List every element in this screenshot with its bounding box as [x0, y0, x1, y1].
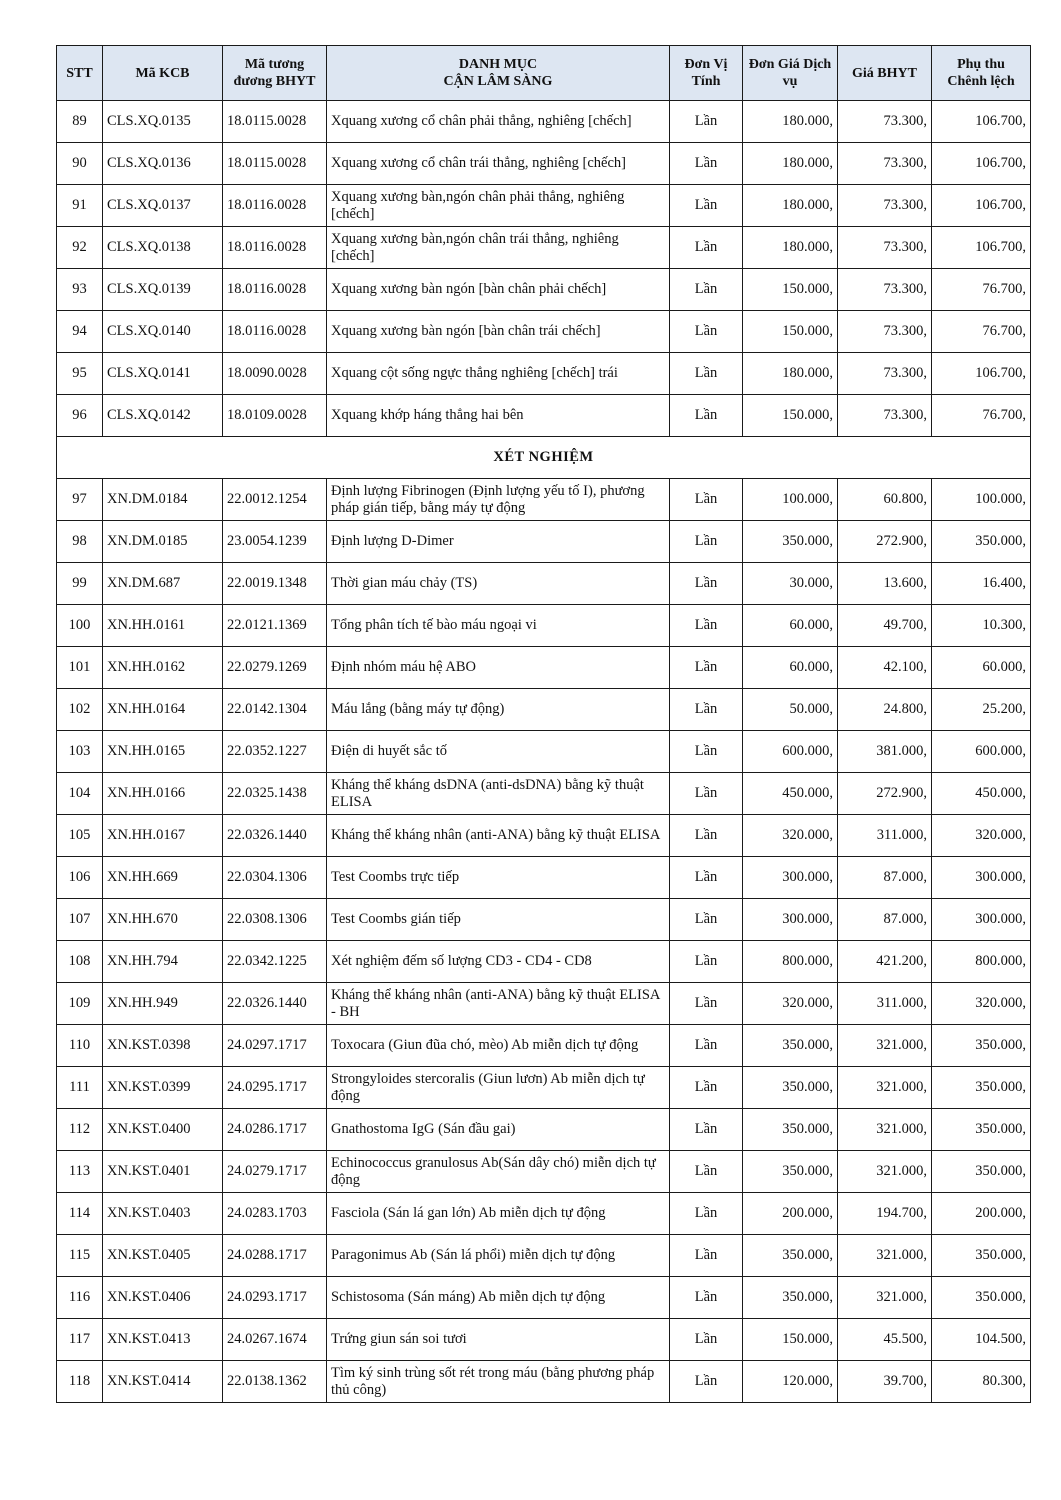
cell-don-vi: Lần: [670, 1235, 743, 1277]
header-danh-muc-line2: CẬN LÂM SÀNG: [443, 74, 553, 89]
table-row: [57, 1235, 1031, 1277]
cell-danh-muc: Xquang xương cổ chân trái thẳng, nghiêng [chếch]: [327, 143, 670, 185]
cell-phu-thu: 350.000,: [932, 1025, 1031, 1067]
cell-don-gia: 350.000,: [743, 1235, 838, 1277]
cell-gia-bhyt: 73.300,: [838, 227, 932, 269]
cell-danh-muc: Kháng thể kháng dsDNA (anti-dsDNA) bằng kỹ thuật ELISA: [327, 773, 670, 815]
cell-ma-kcb: XN.KST.0403: [103, 1193, 223, 1235]
cell-phu-thu: 106.700,: [932, 185, 1031, 227]
cell-ma-tuong-duong: 22.0138.1362: [223, 1361, 327, 1403]
table-row: [57, 1109, 1031, 1151]
cell-ma-tuong-duong: 18.0116.0028: [223, 185, 327, 227]
cell-don-gia: 320.000,: [743, 983, 838, 1025]
cell-stt: 105: [57, 815, 103, 857]
cell-ma-tuong-duong: 22.0326.1440: [223, 983, 327, 1025]
cell-don-gia: 60.000,: [743, 647, 838, 689]
cell-don-vi: Lần: [670, 311, 743, 353]
table-row: [57, 479, 1031, 521]
cell-gia-bhyt: 321.000,: [838, 1235, 932, 1277]
cell-gia-bhyt: 49.700,: [838, 605, 932, 647]
cell-gia-bhyt: 321.000,: [838, 1109, 932, 1151]
cell-don-gia: 150.000,: [743, 311, 838, 353]
cell-ma-tuong-duong: 24.0279.1717: [223, 1151, 327, 1193]
cell-stt: 106: [57, 857, 103, 899]
cell-phu-thu: 300.000,: [932, 857, 1031, 899]
cell-phu-thu: 60.000,: [932, 647, 1031, 689]
cell-don-vi: Lần: [670, 1067, 743, 1109]
cell-ma-tuong-duong: 22.0308.1306: [223, 899, 327, 941]
cell-danh-muc: Gnathostoma IgG (Sán đầu gai): [327, 1109, 670, 1151]
cell-gia-bhyt: 194.700,: [838, 1193, 932, 1235]
cell-danh-muc: Kháng thể kháng nhân (anti-ANA) bằng kỹ thuật ELISA - BH: [327, 983, 670, 1025]
cell-gia-bhyt: 87.000,: [838, 899, 932, 941]
cell-danh-muc: Xquang xương cổ chân phải thẳng, nghiêng [chếch]: [327, 101, 670, 143]
cell-ma-kcb: CLS.XQ.0136: [103, 143, 223, 185]
cell-stt: 94: [57, 311, 103, 353]
header-ma-tuong-duong: Mã tương đương BHYT: [223, 46, 327, 101]
cell-danh-muc: Tìm ký sinh trùng sốt rét trong máu (bằng phương pháp thủ công): [327, 1361, 670, 1403]
cell-don-gia: 180.000,: [743, 101, 838, 143]
cell-phu-thu: 300.000,: [932, 899, 1031, 941]
cell-ma-tuong-duong: 23.0054.1239: [223, 521, 327, 563]
cell-don-vi: Lần: [670, 899, 743, 941]
cell-don-gia: 50.000,: [743, 689, 838, 731]
cell-don-vi: Lần: [670, 689, 743, 731]
cell-ma-kcb: CLS.XQ.0137: [103, 185, 223, 227]
cell-don-gia: 150.000,: [743, 395, 838, 437]
cell-gia-bhyt: 321.000,: [838, 1277, 932, 1319]
cell-danh-muc: Strongyloides stercoralis (Giun lươn) Ab miễn dịch tự động: [327, 1067, 670, 1109]
cell-gia-bhyt: 73.300,: [838, 269, 932, 311]
cell-ma-tuong-duong: 22.0142.1304: [223, 689, 327, 731]
cell-danh-muc: Điện di huyết sắc tố: [327, 731, 670, 773]
cell-danh-muc: Echinococcus granulosus Ab(Sán dây chó) miễn dịch tự động: [327, 1151, 670, 1193]
cell-gia-bhyt: 321.000,: [838, 1151, 932, 1193]
table-body-xet-nghiem: [57, 479, 1031, 1403]
cell-ma-tuong-duong: 22.0012.1254: [223, 479, 327, 521]
cell-phu-thu: 320.000,: [932, 815, 1031, 857]
cell-don-gia: 30.000,: [743, 563, 838, 605]
cell-ma-kcb: XN.DM.0185: [103, 521, 223, 563]
cell-phu-thu: 80.300,: [932, 1361, 1031, 1403]
cell-ma-tuong-duong: 18.0116.0028: [223, 311, 327, 353]
cell-ma-kcb: XN.HH.670: [103, 899, 223, 941]
table-row: [57, 1193, 1031, 1235]
cell-phu-thu: 76.700,: [932, 395, 1031, 437]
cell-ma-kcb: CLS.XQ.0142: [103, 395, 223, 437]
table-row: [57, 311, 1031, 353]
cell-gia-bhyt: 42.100,: [838, 647, 932, 689]
table-row: [57, 857, 1031, 899]
cell-gia-bhyt: 421.200,: [838, 941, 932, 983]
cell-ma-kcb: CLS.XQ.0139: [103, 269, 223, 311]
cell-ma-tuong-duong: 18.0109.0028: [223, 395, 327, 437]
cell-ma-tuong-duong: 22.0325.1438: [223, 773, 327, 815]
cell-don-vi: Lần: [670, 143, 743, 185]
cell-ma-tuong-duong: 24.0297.1717: [223, 1025, 327, 1067]
cell-ma-kcb: XN.HH.669: [103, 857, 223, 899]
cell-gia-bhyt: 321.000,: [838, 1025, 932, 1067]
section-row: [57, 437, 1031, 479]
table-row: [57, 143, 1031, 185]
cell-ma-tuong-duong: 24.0286.1717: [223, 1109, 327, 1151]
section-block: [57, 437, 1031, 479]
table-row: [57, 563, 1031, 605]
cell-ma-kcb: XN.DM.687: [103, 563, 223, 605]
cell-phu-thu: 16.400,: [932, 563, 1031, 605]
table-row: [57, 983, 1031, 1025]
cell-ma-kcb: XN.KST.0399: [103, 1067, 223, 1109]
cell-phu-thu: 106.700,: [932, 101, 1031, 143]
cell-phu-thu: 106.700,: [932, 353, 1031, 395]
cell-ma-tuong-duong: 24.0288.1717: [223, 1235, 327, 1277]
cell-stt: 95: [57, 353, 103, 395]
cell-don-vi: Lần: [670, 479, 743, 521]
cell-don-vi: Lần: [670, 731, 743, 773]
cell-stt: 113: [57, 1151, 103, 1193]
cell-phu-thu: 106.700,: [932, 143, 1031, 185]
cell-danh-muc: Tổng phân tích tế bào máu ngoại vi: [327, 605, 670, 647]
cell-ma-kcb: CLS.XQ.0135: [103, 101, 223, 143]
cell-danh-muc: Xquang khớp háng thẳng hai bên: [327, 395, 670, 437]
cell-danh-muc: Kháng thể kháng nhân (anti-ANA) bằng kỹ thuật ELISA: [327, 815, 670, 857]
cell-don-gia: 300.000,: [743, 899, 838, 941]
cell-don-gia: 180.000,: [743, 143, 838, 185]
cell-gia-bhyt: 381.000,: [838, 731, 932, 773]
cell-don-vi: Lần: [670, 1319, 743, 1361]
cell-don-gia: 600.000,: [743, 731, 838, 773]
cell-ma-kcb: XN.HH.0167: [103, 815, 223, 857]
cell-don-vi: Lần: [670, 815, 743, 857]
cell-ma-kcb: XN.DM.0184: [103, 479, 223, 521]
cell-gia-bhyt: 87.000,: [838, 857, 932, 899]
cell-ma-tuong-duong: 22.0342.1225: [223, 941, 327, 983]
cell-danh-muc: Test Coombs trực tiếp: [327, 857, 670, 899]
cell-ma-kcb: XN.KST.0413: [103, 1319, 223, 1361]
cell-don-gia: 200.000,: [743, 1193, 838, 1235]
table-row: [57, 689, 1031, 731]
cell-ma-kcb: XN.HH.0164: [103, 689, 223, 731]
cell-ma-tuong-duong: 22.0121.1369: [223, 605, 327, 647]
cell-don-vi: Lần: [670, 605, 743, 647]
cell-don-vi: Lần: [670, 563, 743, 605]
cell-don-vi: Lần: [670, 857, 743, 899]
cell-stt: 103: [57, 731, 103, 773]
cell-gia-bhyt: 73.300,: [838, 311, 932, 353]
cell-gia-bhyt: 13.600,: [838, 563, 932, 605]
table-row: [57, 815, 1031, 857]
cell-stt: 110: [57, 1025, 103, 1067]
table-row: [57, 731, 1031, 773]
cell-phu-thu: 76.700,: [932, 269, 1031, 311]
cell-ma-kcb: CLS.XQ.0141: [103, 353, 223, 395]
cell-phu-thu: 320.000,: [932, 983, 1031, 1025]
cell-don-gia: 320.000,: [743, 815, 838, 857]
cell-stt: 118: [57, 1361, 103, 1403]
cell-ma-tuong-duong: 18.0090.0028: [223, 353, 327, 395]
cell-gia-bhyt: 73.300,: [838, 185, 932, 227]
cell-don-vi: Lần: [670, 1025, 743, 1067]
cell-stt: 100: [57, 605, 103, 647]
cell-danh-muc: Trứng giun sán soi tươi: [327, 1319, 670, 1361]
cell-don-gia: 800.000,: [743, 941, 838, 983]
cell-stt: 97: [57, 479, 103, 521]
cell-stt: 101: [57, 647, 103, 689]
cell-ma-kcb: CLS.XQ.0138: [103, 227, 223, 269]
cell-don-vi: Lần: [670, 269, 743, 311]
cell-gia-bhyt: 73.300,: [838, 395, 932, 437]
cell-don-vi: Lần: [670, 101, 743, 143]
cell-danh-muc: Test Coombs gián tiếp: [327, 899, 670, 941]
cell-don-gia: 350.000,: [743, 1151, 838, 1193]
cell-phu-thu: 104.500,: [932, 1319, 1031, 1361]
table-row: [57, 1277, 1031, 1319]
cell-stt: 117: [57, 1319, 103, 1361]
cell-stt: 116: [57, 1277, 103, 1319]
table-row: [57, 521, 1031, 563]
cell-don-vi: Lần: [670, 941, 743, 983]
cell-ma-kcb: XN.KST.0405: [103, 1235, 223, 1277]
cell-stt: 112: [57, 1109, 103, 1151]
table-row: [57, 941, 1031, 983]
cell-gia-bhyt: 311.000,: [838, 815, 932, 857]
cell-ma-kcb: XN.KST.0406: [103, 1277, 223, 1319]
table-row: [57, 101, 1031, 143]
cell-don-gia: 300.000,: [743, 857, 838, 899]
cell-don-gia: 180.000,: [743, 185, 838, 227]
table-row: [57, 647, 1031, 689]
table-row: [57, 395, 1031, 437]
cell-phu-thu: 600.000,: [932, 731, 1031, 773]
cell-don-gia: 60.000,: [743, 605, 838, 647]
cell-danh-muc: Toxocara (Giun đũa chó, mèo) Ab miễn dịch tự động: [327, 1025, 670, 1067]
cell-don-vi: Lần: [670, 983, 743, 1025]
table-row: [57, 227, 1031, 269]
cell-stt: 114: [57, 1193, 103, 1235]
header-stt: STT: [57, 46, 103, 101]
cell-danh-muc: Schistosoma (Sán máng) Ab miễn dịch tự động: [327, 1277, 670, 1319]
cell-phu-thu: 350.000,: [932, 1067, 1031, 1109]
cell-ma-kcb: XN.HH.0165: [103, 731, 223, 773]
cell-ma-kcb: XN.KST.0401: [103, 1151, 223, 1193]
cell-stt: 107: [57, 899, 103, 941]
cell-phu-thu: 25.200,: [932, 689, 1031, 731]
cell-ma-kcb: XN.KST.0414: [103, 1361, 223, 1403]
cell-gia-bhyt: 73.300,: [838, 101, 932, 143]
cell-don-vi: Lần: [670, 1151, 743, 1193]
cell-gia-bhyt: 45.500,: [838, 1319, 932, 1361]
cell-danh-muc: Xquang xương bàn,ngón chân phải thẳng, nghiêng [chếch]: [327, 185, 670, 227]
cell-gia-bhyt: 311.000,: [838, 983, 932, 1025]
cell-stt: 98: [57, 521, 103, 563]
table-row: [57, 773, 1031, 815]
header-ma-kcb: Mã KCB: [103, 46, 223, 101]
header-danh-muc: [327, 46, 670, 101]
cell-ma-tuong-duong: 24.0283.1703: [223, 1193, 327, 1235]
cell-phu-thu: 450.000,: [932, 773, 1031, 815]
cell-don-gia: 350.000,: [743, 1067, 838, 1109]
cell-ma-tuong-duong: 22.0304.1306: [223, 857, 327, 899]
cell-phu-thu: 106.700,: [932, 227, 1031, 269]
cell-ma-tuong-duong: 24.0293.1717: [223, 1277, 327, 1319]
cell-stt: 91: [57, 185, 103, 227]
cell-ma-tuong-duong: 24.0295.1717: [223, 1067, 327, 1109]
table-body-xquang: [57, 101, 1031, 437]
cell-ma-tuong-duong: 22.0352.1227: [223, 731, 327, 773]
cell-gia-bhyt: 321.000,: [838, 1067, 932, 1109]
table-row: [57, 1067, 1031, 1109]
cell-stt: 111: [57, 1067, 103, 1109]
cell-ma-kcb: XN.HH.949: [103, 983, 223, 1025]
header-phu-thu: Phụ thu Chênh lệch: [932, 46, 1031, 101]
cell-don-gia: 180.000,: [743, 227, 838, 269]
cell-ma-tuong-duong: 18.0116.0028: [223, 269, 327, 311]
cell-phu-thu: 350.000,: [932, 1235, 1031, 1277]
cell-don-gia: 100.000,: [743, 479, 838, 521]
cell-phu-thu: 350.000,: [932, 1109, 1031, 1151]
cell-ma-tuong-duong: 24.0267.1674: [223, 1319, 327, 1361]
cell-danh-muc: Xquang xương bàn ngón [bàn chân trái chếch]: [327, 311, 670, 353]
header-danh-muc-line1: DANH MỤC: [458, 57, 538, 72]
cell-don-gia: 350.000,: [743, 521, 838, 563]
cell-ma-tuong-duong: 22.0279.1269: [223, 647, 327, 689]
cell-gia-bhyt: 272.900,: [838, 773, 932, 815]
cell-don-vi: Lần: [670, 647, 743, 689]
cell-don-gia: 450.000,: [743, 773, 838, 815]
table-row: [57, 185, 1031, 227]
header-don-gia: Đơn Giá Dịch vụ: [743, 46, 838, 101]
cell-danh-muc: Định lượng Fibrinogen (Định lượng yếu tố I), phương pháp gián tiếp, bằng máy tự động: [327, 479, 670, 521]
cell-ma-tuong-duong: 18.0115.0028: [223, 101, 327, 143]
cell-don-vi: Lần: [670, 773, 743, 815]
cell-gia-bhyt: 272.900,: [838, 521, 932, 563]
cell-don-vi: Lần: [670, 1109, 743, 1151]
section-title: XÉT NGHIỆM: [57, 437, 1031, 479]
cell-danh-muc: Xquang xương bàn ngón [bàn chân phải chếch]: [327, 269, 670, 311]
table-header-row: [57, 46, 1031, 101]
cell-ma-kcb: XN.KST.0400: [103, 1109, 223, 1151]
cell-danh-muc: Xquang xương bàn,ngón chân trái thẳng, nghiêng [chếch]: [327, 227, 670, 269]
cell-phu-thu: 800.000,: [932, 941, 1031, 983]
table-row: [57, 269, 1031, 311]
cell-stt: 93: [57, 269, 103, 311]
cell-phu-thu: 350.000,: [932, 521, 1031, 563]
cell-danh-muc: Định nhóm máu hệ ABO: [327, 647, 670, 689]
cell-stt: 104: [57, 773, 103, 815]
cell-don-gia: 150.000,: [743, 1319, 838, 1361]
cell-stt: 92: [57, 227, 103, 269]
table-row: [57, 605, 1031, 647]
table-row: [57, 1025, 1031, 1067]
header-don-vi: Đơn Vị Tính: [670, 46, 743, 101]
price-table: [56, 45, 1031, 1403]
cell-don-vi: Lần: [670, 185, 743, 227]
cell-don-gia: 150.000,: [743, 269, 838, 311]
cell-gia-bhyt: 73.300,: [838, 353, 932, 395]
cell-stt: 99: [57, 563, 103, 605]
cell-phu-thu: 350.000,: [932, 1277, 1031, 1319]
cell-gia-bhyt: 73.300,: [838, 143, 932, 185]
table-row: [57, 1319, 1031, 1361]
cell-don-vi: Lần: [670, 1361, 743, 1403]
table-row: [57, 353, 1031, 395]
cell-ma-kcb: XN.HH.794: [103, 941, 223, 983]
cell-don-vi: Lần: [670, 395, 743, 437]
cell-ma-kcb: XN.HH.0161: [103, 605, 223, 647]
cell-stt: 108: [57, 941, 103, 983]
cell-don-vi: Lần: [670, 227, 743, 269]
cell-ma-kcb: XN.HH.0162: [103, 647, 223, 689]
cell-ma-tuong-duong: 22.0019.1348: [223, 563, 327, 605]
cell-don-vi: Lần: [670, 1277, 743, 1319]
cell-danh-muc: Thời gian máu chảy (TS): [327, 563, 670, 605]
cell-stt: 90: [57, 143, 103, 185]
cell-phu-thu: 10.300,: [932, 605, 1031, 647]
table-row: [57, 899, 1031, 941]
cell-phu-thu: 200.000,: [932, 1193, 1031, 1235]
cell-ma-kcb: XN.KST.0398: [103, 1025, 223, 1067]
header-gia-bhyt: Giá BHYT: [838, 46, 932, 101]
cell-gia-bhyt: 39.700,: [838, 1361, 932, 1403]
cell-stt: 89: [57, 101, 103, 143]
cell-danh-muc: Xquang cột sống ngực thẳng nghiêng [chếch] trái: [327, 353, 670, 395]
cell-don-gia: 350.000,: [743, 1277, 838, 1319]
cell-don-gia: 350.000,: [743, 1109, 838, 1151]
cell-danh-muc: Fasciola (Sán lá gan lớn) Ab miễn dịch tự động: [327, 1193, 670, 1235]
cell-don-vi: Lần: [670, 1193, 743, 1235]
cell-phu-thu: 350.000,: [932, 1151, 1031, 1193]
table-row: [57, 1361, 1031, 1403]
cell-ma-tuong-duong: 22.0326.1440: [223, 815, 327, 857]
cell-danh-muc: Xét nghiệm đếm số lượng CD3 - CD4 - CD8: [327, 941, 670, 983]
cell-stt: 102: [57, 689, 103, 731]
cell-don-vi: Lần: [670, 353, 743, 395]
cell-stt: 109: [57, 983, 103, 1025]
cell-gia-bhyt: 24.800,: [838, 689, 932, 731]
cell-ma-kcb: CLS.XQ.0140: [103, 311, 223, 353]
cell-stt: 115: [57, 1235, 103, 1277]
cell-phu-thu: 76.700,: [932, 311, 1031, 353]
cell-don-gia: 350.000,: [743, 1025, 838, 1067]
cell-ma-tuong-duong: 18.0115.0028: [223, 143, 327, 185]
cell-don-gia: 120.000,: [743, 1361, 838, 1403]
cell-don-gia: 180.000,: [743, 353, 838, 395]
cell-don-vi: Lần: [670, 521, 743, 563]
cell-phu-thu: 100.000,: [932, 479, 1031, 521]
cell-ma-kcb: XN.HH.0166: [103, 773, 223, 815]
cell-danh-muc: Paragonimus Ab (Sán lá phổi) miễn dịch tự động: [327, 1235, 670, 1277]
cell-danh-muc: Định lượng D-Dimer: [327, 521, 670, 563]
table-row: [57, 1151, 1031, 1193]
cell-ma-tuong-duong: 18.0116.0028: [223, 227, 327, 269]
cell-stt: 96: [57, 395, 103, 437]
cell-danh-muc: Máu lắng (bằng máy tự động): [327, 689, 670, 731]
cell-gia-bhyt: 60.800,: [838, 479, 932, 521]
